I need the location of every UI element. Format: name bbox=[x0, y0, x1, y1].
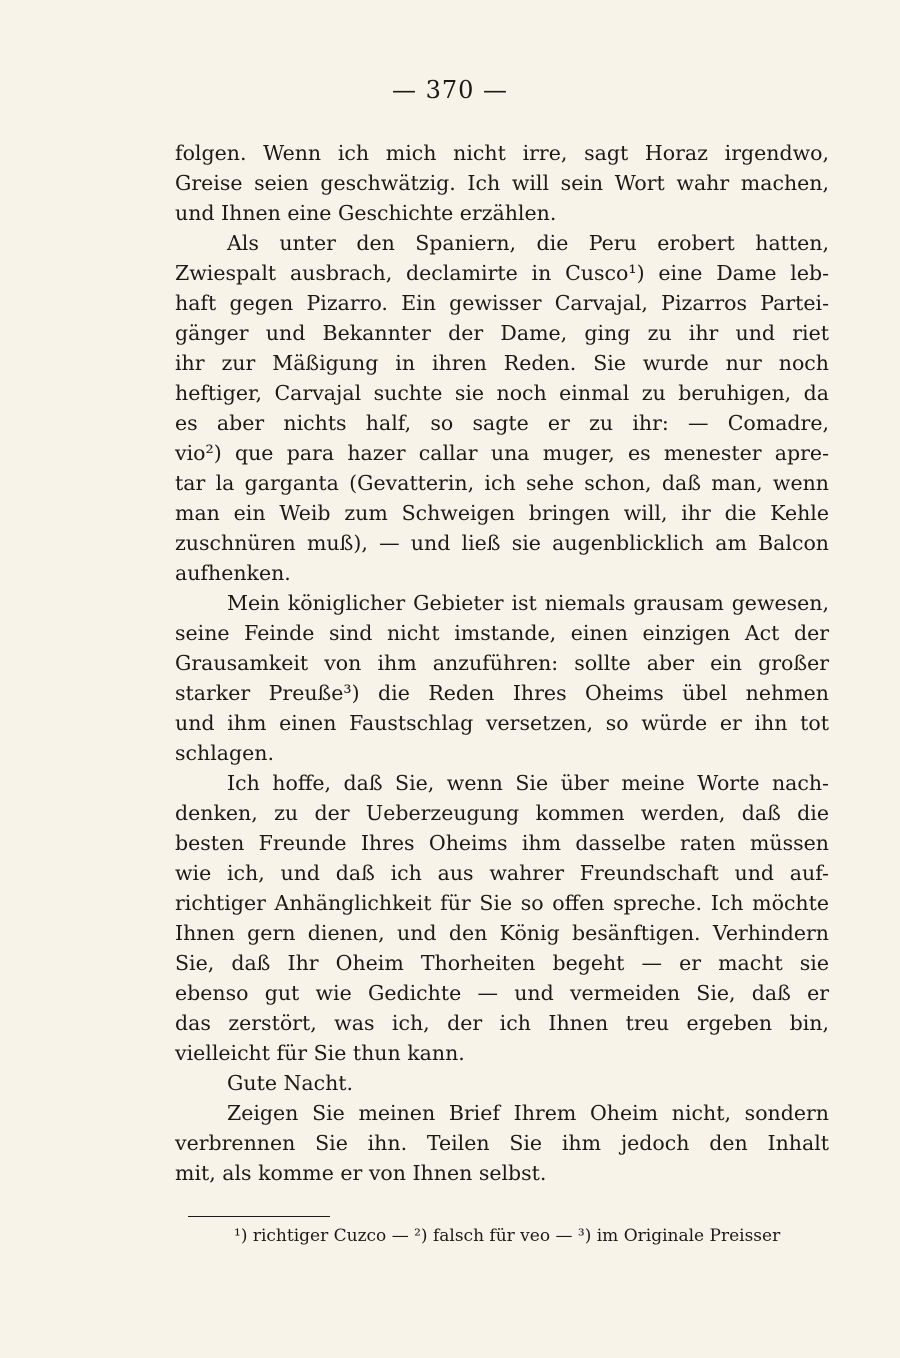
text-line: folgen. Wenn ich mich nicht irre, sagt Horaz irgendwo, bbox=[175, 141, 829, 165]
text-line: tar la garganta (Gevatterin, ich sehe schon, daß man, wenn bbox=[175, 471, 829, 495]
text-line: gänger und Bekannter der Dame, ging zu ihr und riet bbox=[175, 321, 829, 345]
text-line: Gute Nacht. bbox=[227, 1071, 354, 1095]
text-line: Ich hoffe, daß Sie, wenn Sie über meine Worte nach- bbox=[227, 771, 829, 795]
text-line: verbrennen Sie ihn. Teilen Sie ihm jedoch den Inhalt bbox=[175, 1131, 829, 1155]
text-line: vielleicht für Sie thun kann. bbox=[175, 1041, 465, 1065]
text-line: man ein Weib zum Schweigen bringen will, ihr die Kehle bbox=[175, 501, 829, 525]
text-line: Zeigen Sie meinen Brief Ihrem Oheim nicht, sondern bbox=[227, 1101, 829, 1125]
text-line: Sie, daß Ihr Oheim Thorheiten begeht — er macht sie bbox=[175, 951, 829, 975]
text-line: besten Freunde Ihres Oheims ihm dasselbe raten müssen bbox=[175, 831, 829, 855]
paragraph bbox=[175, 138, 829, 228]
text-line: Zwiespalt ausbrach, declamirte in Cusco¹) eine Dame leb- bbox=[175, 261, 829, 285]
text-line: Greise seien geschwätzig. Ich will sein Wort wahr machen, bbox=[175, 171, 829, 195]
paragraph bbox=[175, 1068, 829, 1098]
text-line: schlagen. bbox=[175, 741, 274, 765]
text-line: und Ihnen eine Geschichte erzählen. bbox=[175, 201, 557, 225]
text-line: wie ich, und daß ich aus wahrer Freundschaft und auf- bbox=[175, 861, 829, 885]
text-line: Mein königlicher Gebieter ist niemals grausam gewesen, bbox=[227, 591, 829, 615]
text-line: vio²) que para hazer callar una muger, es menester apre- bbox=[175, 441, 829, 465]
text-line: seine Feinde sind nicht imstande, einen einzigen Act der bbox=[175, 621, 829, 645]
text-line: Als unter den Spaniern, die Peru erobert hatten, bbox=[227, 231, 829, 255]
footnote-rule bbox=[188, 1216, 330, 1217]
text-line: denken, zu der Ueberzeugung kommen werden, daß die bbox=[175, 801, 829, 825]
text-line: haft gegen Pizarro. Ein gewisser Carvajal, Pizarros Partei- bbox=[175, 291, 829, 315]
text-line: mit, als komme er von Ihnen selbst. bbox=[175, 1161, 547, 1185]
text-line: ihr zur Mäßigung in ihren Reden. Sie wurde nur noch bbox=[175, 351, 829, 375]
page-number: — 370 — bbox=[391, 76, 509, 104]
footnote: ¹) richtiger Cuzco — ²) falsch für veo — ³) im Originale Preisser bbox=[234, 1226, 781, 1246]
text-line: das zerstört, was ich, der ich Ihnen treu ergeben bin, bbox=[175, 1011, 829, 1035]
text-line: und ihm einen Faustschlag versetzen, so würde er ihn tot bbox=[175, 711, 829, 735]
text-line: heftiger, Carvajal suchte sie noch einmal zu beruhigen, da bbox=[175, 381, 829, 405]
body-text bbox=[175, 138, 829, 1188]
text-line: es aber nichts half, so sagte er zu ihr: — Comadre, bbox=[175, 411, 829, 435]
text-line: zuschnüren muß), — und ließ sie augenblicklich am Balcon bbox=[175, 531, 829, 555]
paragraph bbox=[175, 768, 829, 1068]
paragraph bbox=[175, 228, 829, 588]
paragraph bbox=[175, 1098, 829, 1188]
text-line: Grausamkeit von ihm anzuführen: sollte aber ein großer bbox=[175, 651, 829, 675]
text-line: starker Preuße³) die Reden Ihres Oheims übel nehmen bbox=[175, 681, 829, 705]
paragraph bbox=[175, 588, 829, 768]
text-line: aufhenken. bbox=[175, 561, 291, 585]
text-line: ebenso gut wie Gedichte — und vermeiden Sie, daß er bbox=[175, 981, 829, 1005]
text-line: Ihnen gern dienen, und den König besänftigen. Verhindern bbox=[175, 921, 829, 945]
text-line: richtiger Anhänglichkeit für Sie so offen spreche. Ich möchte bbox=[175, 891, 829, 915]
